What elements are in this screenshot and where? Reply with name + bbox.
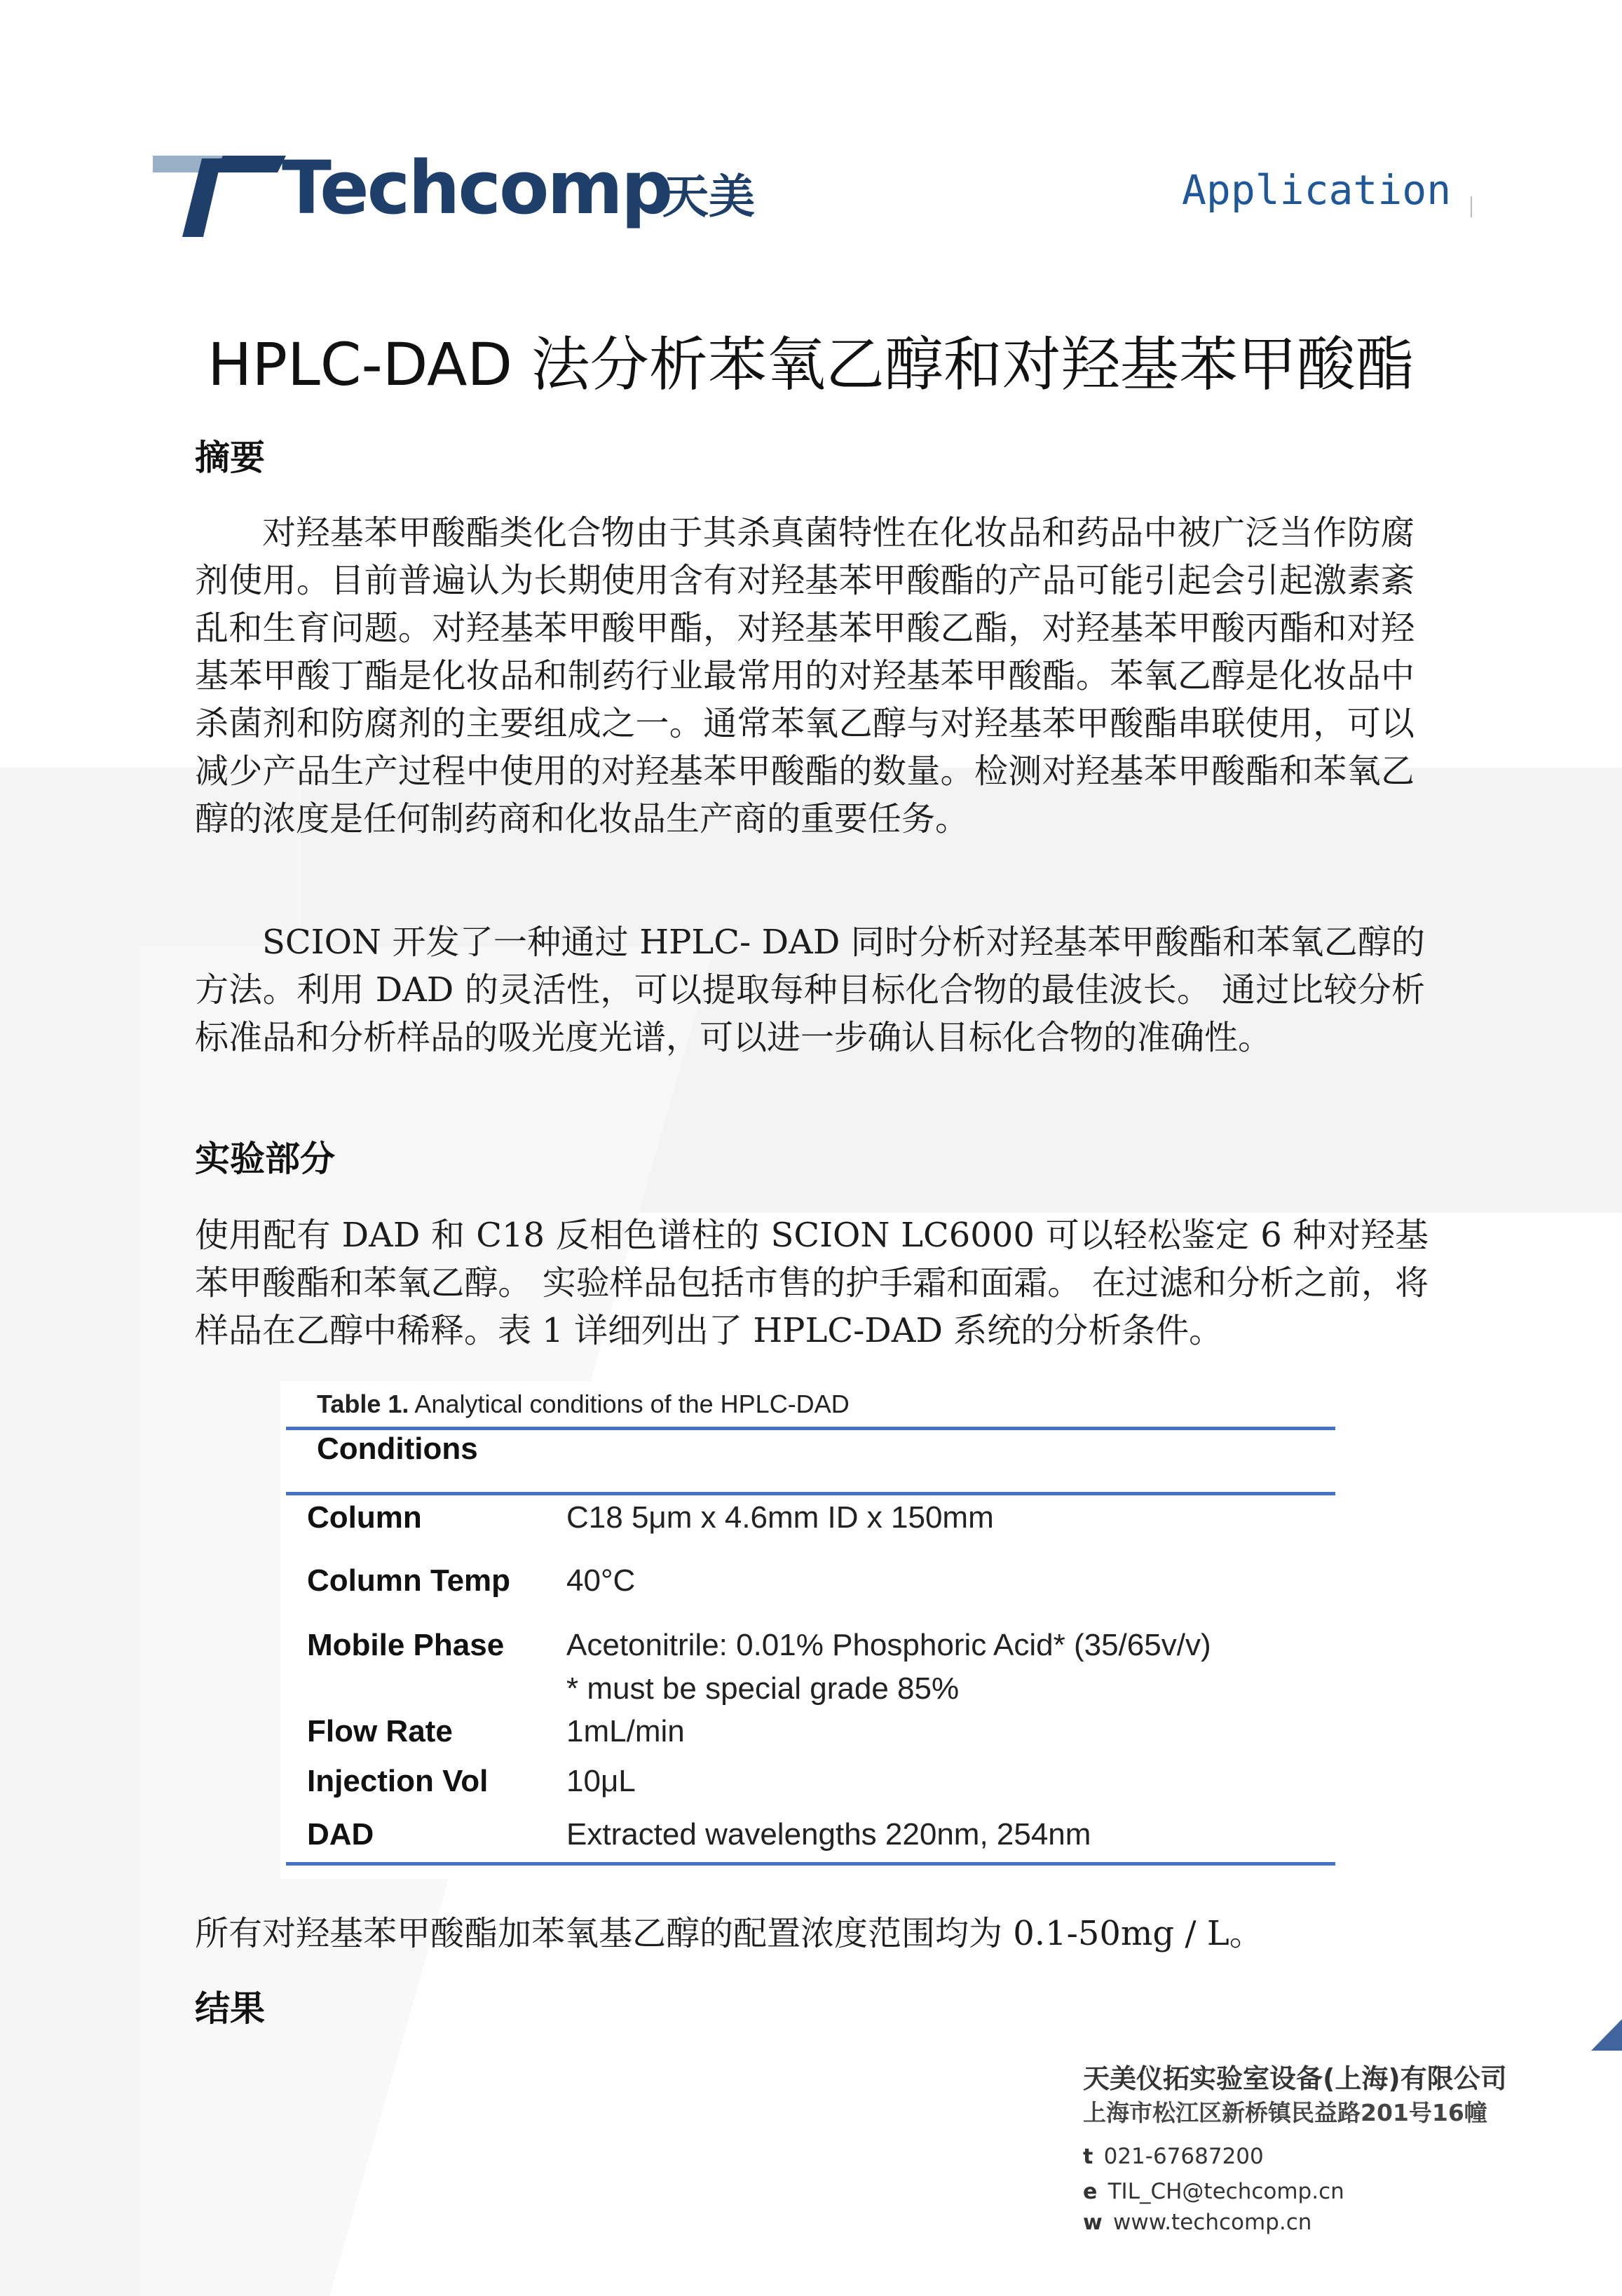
company-address: 上海市松江区新桥镇民益路201号16幢 xyxy=(1083,2099,1487,2126)
table-caption xyxy=(317,1390,850,1419)
table-row-value: 10μL xyxy=(566,1764,636,1798)
experimental-paragraph: 使用配有 DAD 和 C18 反相色谱柱的 SCION LC6000 可以轻松鉴定 6 种对羟基苯甲酸酯和苯氧乙醇。 实验样品包括市售的护手霜和面霜。 在过滤和分析之前，将样品在乙醇中稀释。表 1 详细列出了 HPLC-DAD 系统的分析条件。 xyxy=(195,1216,1429,1350)
table-row-label: Column Temp xyxy=(307,1563,511,1598)
phone-label: t xyxy=(1083,2145,1093,2169)
results-heading: 结果 xyxy=(195,1988,265,2029)
contact-phone xyxy=(1083,2144,1264,2169)
email-link[interactable]: TIL_CH@techcomp.cn xyxy=(1108,2179,1344,2204)
experimental-heading: 实验部分 xyxy=(195,1139,335,1179)
table-row-label: Mobile Phase xyxy=(307,1628,505,1662)
web-link[interactable]: www.techcomp.cn xyxy=(1112,2210,1312,2235)
table-row-value: Acetonitrile: 0.01% Phosphoric Acid* (35/65v/v) xyxy=(566,1628,1211,1662)
table-row-value: 1mL/min xyxy=(566,1714,685,1748)
contact-web[interactable] xyxy=(1083,2210,1311,2235)
table-row-value: Extracted wavelengths 220nm, 254nm xyxy=(566,1817,1091,1852)
phone-number: 021-67687200 xyxy=(1103,2144,1264,2169)
web-label: w xyxy=(1083,2210,1103,2235)
table-row-value: C18 5μm x 4.6mm ID x 150mm xyxy=(566,1500,994,1535)
table-header-rule xyxy=(286,1492,1335,1495)
company-name: 天美仪拓实验室设备(上海)有限公司 xyxy=(1083,2063,1507,2094)
table-row-label: Flow Rate xyxy=(307,1714,453,1748)
abstract-paragraph-1: 对羟基苯甲酸酯类化合物由于其杀真菌特性在化妆品和药品中被广泛当作防腐剂使用。目前普遍认为长期使用含有对羟基苯甲酸酯的产品可能引起会引起激素紊乱和生育问题。对羟基苯甲酸甲酯，对羟基苯甲酸乙酯，对羟基苯甲酸丙酯和对羟基苯甲酸丁酯是化妆品和制药行业最常用的对羟基苯甲酸酯。苯氧乙醇是化妆品中杀菌剂和防腐剂的主要组成之一。通常苯氧乙醇与对羟基苯甲酸酯串联使用，可以减少产品生产过程中使用的对羟基苯甲酸酯的数量。检测对羟基苯甲酸酯和苯氧乙醇的浓度是任何制药商和化妆品生产商的重要任务。 xyxy=(195,513,1415,838)
table-row-note: * must be special grade 85% xyxy=(566,1671,960,1706)
conditions-table xyxy=(280,1381,1342,1879)
table-row-value: 40°C xyxy=(566,1563,636,1598)
contact-email[interactable] xyxy=(1083,2179,1344,2204)
document-title: HPLC-DAD 法分析苯氧乙醇和对羟基苯甲酸酯 xyxy=(207,330,1415,399)
table-top-rule xyxy=(286,1427,1335,1430)
brand-chinese-name: 天美 xyxy=(662,170,755,224)
table-row-label: Injection Vol xyxy=(307,1764,489,1798)
email-label: e xyxy=(1083,2180,1098,2204)
document-type-label: Application xyxy=(1182,166,1452,214)
abstract-paragraph-2: SCION 开发了一种通过 HPLC- DAD 同时分析对羟基苯甲酸酯和苯氧乙醇的方法。利用 DAD 的灵活性，可以提取每种目标化合物的最佳波长。 通过比较分析标准品和分析样品的吸光度光谱，可以进一步确认目标化合物的准确性。 xyxy=(195,923,1425,1057)
concentration-note: 所有对羟基苯甲酸酯加苯氧基乙醇的配置浓度范围均为 0.1-50mg / L。 xyxy=(195,1914,1263,1953)
header-divider xyxy=(1471,196,1472,217)
table-row-label: DAD xyxy=(307,1817,374,1852)
table-header: Conditions xyxy=(317,1432,478,1466)
table-caption-text: Analytical conditions of the HPLC-DAD xyxy=(414,1390,850,1418)
abstract-heading: 摘要 xyxy=(195,437,265,478)
table-caption-label: Table 1. xyxy=(317,1390,409,1418)
techcomp-logo-icon xyxy=(153,153,286,240)
brand-name: Techcomp xyxy=(282,145,672,231)
table-row-label: Column xyxy=(307,1500,422,1535)
table-bottom-rule xyxy=(286,1862,1335,1866)
